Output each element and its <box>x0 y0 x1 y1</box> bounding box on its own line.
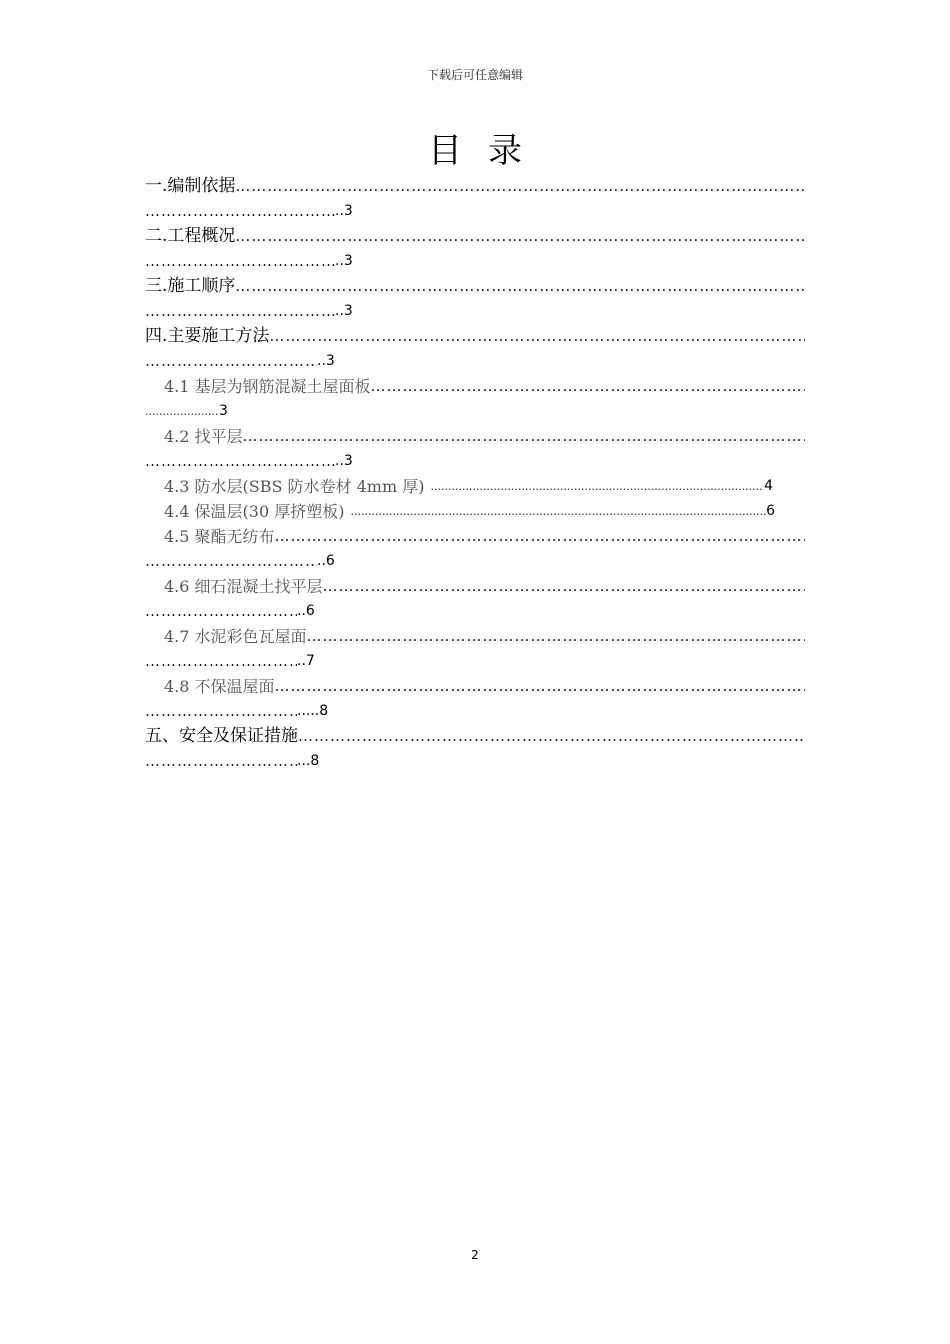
toc-entry-4-1[interactable] <box>145 374 805 399</box>
toc-label: 三.施工顺序 <box>145 276 236 296</box>
toc-entry-3[interactable] <box>145 274 805 299</box>
leader-dots <box>298 724 805 749</box>
toc-label: 4.8 不保温屋面 <box>164 677 275 696</box>
toc-entry-4-4[interactable] <box>145 499 805 524</box>
leader-dots <box>145 649 297 674</box>
leader-dots <box>145 749 297 774</box>
toc-entry-4-6[interactable] <box>145 574 805 599</box>
leader-dots <box>275 674 805 699</box>
leader-dots <box>323 574 805 599</box>
toc-label: 4.6 细石混凝土找平层 <box>164 577 323 596</box>
leader-dots <box>235 174 805 199</box>
toc-label: 一.编制依据 <box>145 176 236 196</box>
toc-page-number: 3 <box>219 403 228 419</box>
header-note: 下载后可任意编辑 <box>426 68 523 82</box>
toc-entry-4-5[interactable] <box>145 524 805 549</box>
toc-label: 4.4 保温层(30 厚挤塑板) <box>164 502 345 521</box>
toc-page-number: ..3 <box>317 353 335 369</box>
toc-entry-4[interactable] <box>145 324 805 349</box>
leader-dots <box>371 374 805 399</box>
toc-label: 五、安全及保证措施 <box>145 726 298 746</box>
toc-entry-4-1-cont <box>145 399 805 424</box>
leader-dots <box>145 199 335 224</box>
toc-page-number: .....8 <box>297 703 329 719</box>
leader-dots <box>145 699 297 724</box>
leader-dots <box>145 449 335 474</box>
page-number: 2 <box>471 1248 479 1262</box>
toc-entry-4-2[interactable] <box>145 424 805 449</box>
toc-page-number: ..7 <box>297 653 315 669</box>
toc-entry-2-cont <box>145 249 805 274</box>
toc-entry-2[interactable] <box>145 224 805 249</box>
toc-page-number: ..6 <box>297 603 315 619</box>
toc-entry-4-cont <box>145 349 805 374</box>
leader-dots <box>269 324 805 349</box>
toc-page-number: ..3 <box>335 303 353 319</box>
leader-dots <box>275 524 805 549</box>
toc-label: 4.5 聚酯无纺布 <box>164 527 275 546</box>
toc-entry-4-6-cont <box>145 599 805 624</box>
toc-page-number: 6 <box>766 503 775 519</box>
toc-page-number: 4 <box>764 478 773 494</box>
toc-entry-5-cont <box>145 749 805 774</box>
toc-page-number: ..3 <box>335 203 353 219</box>
leader-dots <box>145 549 317 574</box>
toc-label: 4.2 找平层 <box>164 427 243 446</box>
toc-entry-5[interactable] <box>145 724 805 749</box>
toc-entry-4-8-cont <box>145 699 805 724</box>
toc-label: 二.工程概况 <box>145 226 236 246</box>
toc-entry-4-2-cont <box>145 449 805 474</box>
leader-dots <box>350 499 766 524</box>
toc-label: 4.3 防水层(SBS 防水卷材 4mm 厚) <box>164 477 425 496</box>
leader-dots <box>243 424 805 449</box>
toc-entry-1[interactable] <box>145 174 805 199</box>
toc-label: 4.7 水泥彩色瓦屋面 <box>164 627 307 646</box>
toc-page-number: ..6 <box>317 553 335 569</box>
toc-label: 四.主要施工方法 <box>145 326 270 346</box>
toc-page-number: ...8 <box>297 753 320 769</box>
toc-entry-3-cont <box>145 299 805 324</box>
table-of-contents <box>145 174 805 774</box>
leader-dots <box>235 224 805 249</box>
toc-entry-4-5-cont <box>145 549 805 574</box>
leader-dots <box>145 249 335 274</box>
leader-dots <box>145 399 219 424</box>
page-title: 目录 <box>428 131 548 171</box>
leader-dots <box>145 599 297 624</box>
toc-entry-4-7[interactable] <box>145 624 805 649</box>
leader-dots <box>145 349 317 374</box>
toc-entry-1-cont <box>145 199 805 224</box>
toc-page-number: ..3 <box>335 453 353 469</box>
leader-dots <box>145 299 335 324</box>
leader-dots <box>307 624 805 649</box>
leader-dots <box>235 274 805 299</box>
toc-entry-4-8[interactable] <box>145 674 805 699</box>
leader-dots <box>430 474 764 499</box>
toc-label: 4.1 基层为钢筋混凝土屋面板 <box>164 377 371 396</box>
toc-entry-4-3[interactable] <box>145 474 805 499</box>
toc-entry-4-7-cont <box>145 649 805 674</box>
toc-page-number: ..3 <box>335 253 353 269</box>
